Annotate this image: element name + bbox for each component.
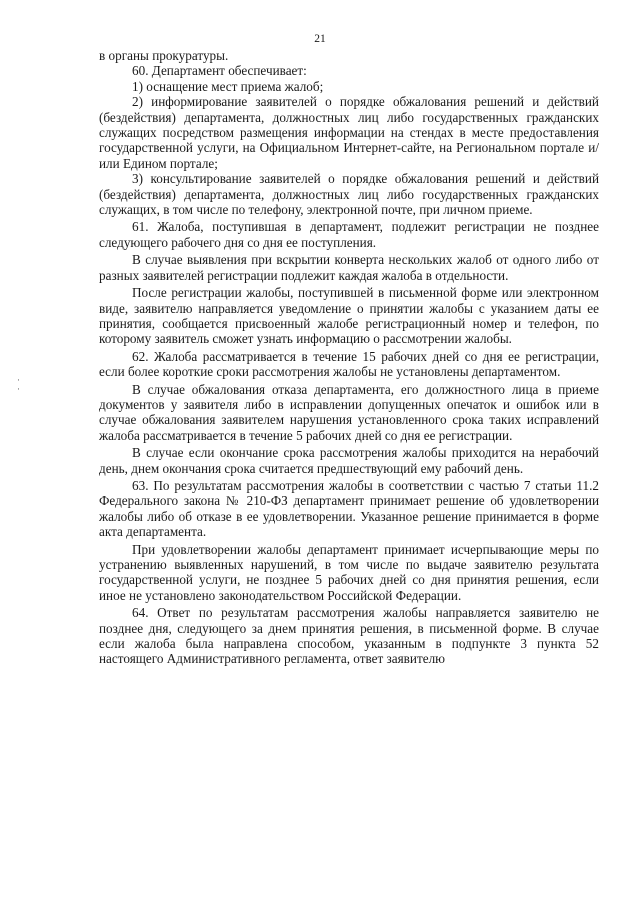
paragraph: 63. По результатам рассмотрения жалобы в соответствии с частью 7 статьи 11.2 Федерального закона № 210-ФЗ департамент принимает решение об удовлетворении жалобы либо об отказе в ее удовлетворении. Указанное решение принимается в форме акта департамента. bbox=[99, 477, 599, 540]
margin-mark: · · bbox=[17, 375, 20, 394]
paragraph: в органы прокуратуры. bbox=[99, 48, 229, 63]
paragraph: После регистрации жалобы, поступившей в письменной форме или электронном виде, заявителю направляется уведомление о принятии жалобы с указанием даты ее принятия, сообщается присвоенный жалобе регистрационный номер и телефон, по которому заявитель сможет узнать информацию о рассмотрении жалобы. bbox=[99, 285, 599, 347]
paragraph: 61. Жалоба, поступившая в департамент, подлежит регистрации не позднее следующего рабочего дня со дня ее поступления. bbox=[99, 219, 599, 250]
paragraph: В случае выявления при вскрытии конверта нескольких жалоб от одного либо от разных заявителей регистрации подлежит каждая жалоба в отдельности. bbox=[99, 252, 599, 283]
paragraph: При удовлетворении жалобы департамент принимает исчерпывающие меры по устранению выявленных нарушений, в том числе по выдаче заявителю результата государственной услуги, не позднее 5 рабочих дней со дня принятия решения, если иное не установлено законодательством Российской Федерации. bbox=[99, 541, 599, 603]
paragraph: В случае если окончание срока рассмотрения жалобы приходится на нерабочий день, днем окончания срока считается предшествующий ему рабочий день. bbox=[99, 445, 599, 476]
paragraph: 1) оснащение мест приема жалоб; bbox=[132, 78, 324, 94]
paragraph: В случае обжалования отказа департамента, его должностного лица в приеме документов у заявителя либо в исправлении допущенных опечаток и ошибок или в случае обжалования заявителем нарушения установленного срока таких исправлений жалоба рассматривается в течение 5 рабочих дней со дня ее регистрации. bbox=[99, 381, 599, 443]
paragraph: 2) информирование заявителей о порядке обжалования решений и действий (бездействия) департамента, должностных лиц либо государственных гражданских служащих посредством размещения информации на стендах в месте предоставления государственной услуги, на Официальном Интернет-сайте, на Региональном портале и/или Едином портале; bbox=[99, 94, 599, 171]
document-body bbox=[99, 48, 599, 667]
paragraph: 62. Жалоба рассматривается в течение 15 рабочих дней со дня ее регистрации, если более короткие сроки рассмотрения жалобы не установлены департаментом. bbox=[99, 348, 599, 380]
page-number: 21 bbox=[314, 33, 326, 45]
paragraph: 64. Ответ по результатам рассмотрения жалобы направляется заявителю не позднее дня, следующего за днем принятия решения, в письменной форме. В случае если жалоба была направлена способом, указанным в подпункте 3 пункта 52 настоящего Административного регламента, ответ заявителю bbox=[99, 605, 599, 667]
paragraph: 60. Департамент обеспечивает: bbox=[132, 63, 307, 79]
paragraph: 3) консультирование заявителей о порядке обжалования решений и действий (бездействия) департамента, должностных лиц либо государственных гражданских служащих, в том числе по телефону, электронной почте, при личном приеме. bbox=[99, 171, 599, 218]
